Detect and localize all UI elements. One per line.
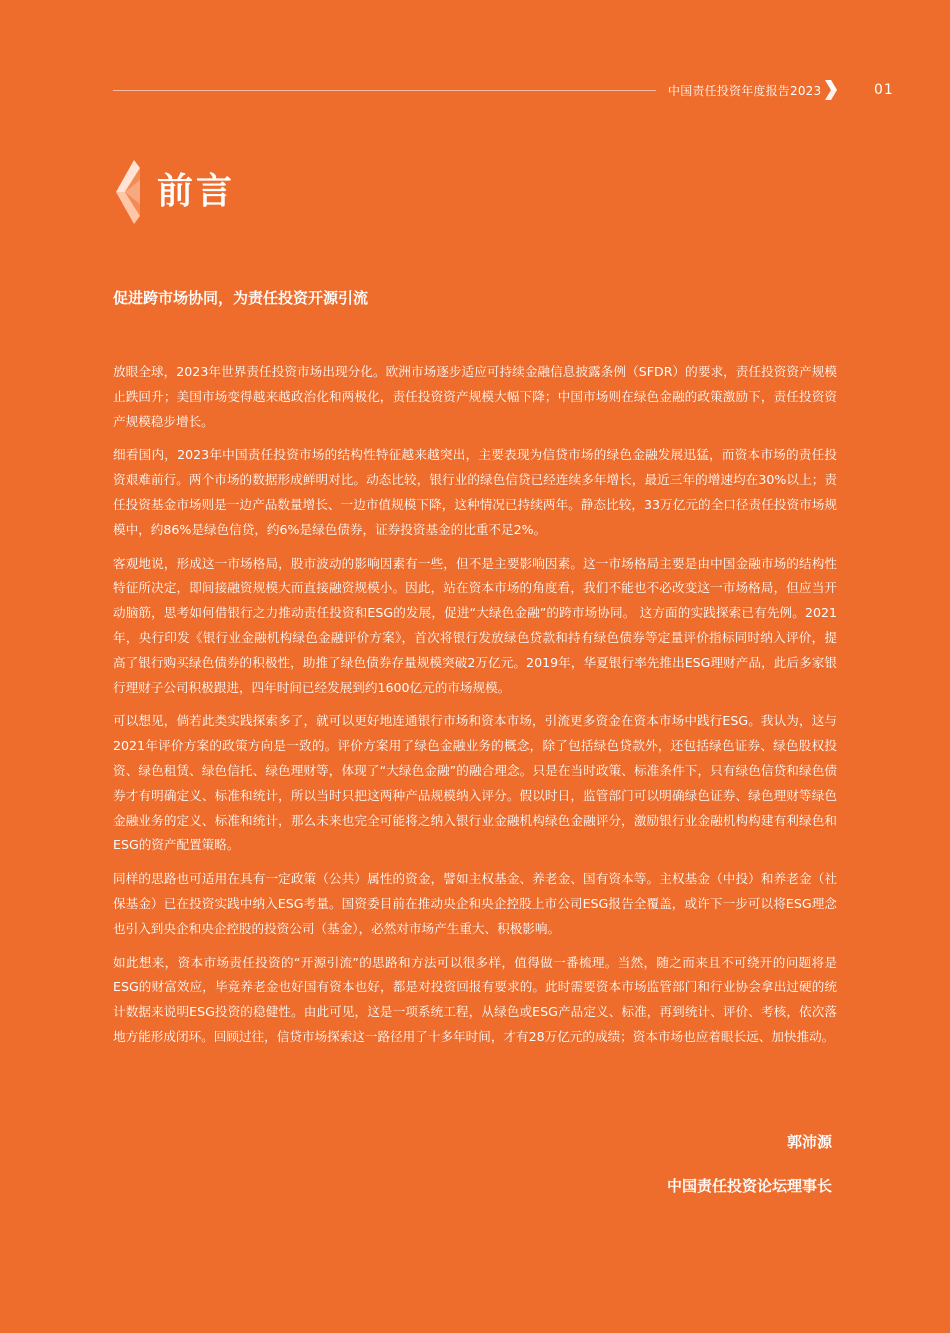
author-role: 中国责任投资论坛理事长 [666,1177,832,1195]
paragraph: 如此想来，资本市场责任投资的“开源引流”的思路和方法可以很多样，值得做一番梳理。当然，随之而来且不可绕开的问题将是ESG的财富效应，毕竟养老金也好国有资本也好，都是对投资回报有要求的。此时需要资本市场监管部门和行业协会拿出过硬的统计数据来说明ESG投资的稳健性。由此可见，这是一项系统工程，从绿色或ESG产品定义、标准，再到统计、评价、考核，依次落地方能形成闭环。回顾过往，信贷市场探索这一路径用了十多年时间，才有28万亿元的成绩；资本市场也应着眼长远、加快推动。 [113,954,837,1044]
author-name: 郭沛源 [786,1133,832,1151]
chevron-left-icon [114,160,140,224]
report-title: 中国责任投资年度报告2023 [668,84,822,98]
body-text [113,360,837,1059]
paragraph: 可以想见，倘若此类实践探索多了，就可以更好地连通银行市场和资本市场，引流更多资金在资本市场中践行ESG。我认为，这与2021年评价方案的政策方向是一致的。评价方案用了绿色金融业务的概念，除了包括绿色贷款外，还包括绿色证券、绿色股权投资、绿色租赁、绿色信托、绿色理财等，体现了“大绿色金融”的融合理念。只是在当时政策、标准条件下，只有绿色信贷和绿色债券才有明确定义、标准和统计，所以当时只把这两种产品规模纳入评分。假以时日，监管部门可以明确绿色证券、绿色理财等绿色金融业务的定义、标准和统计，那么未来也完全可能将之纳入银行业金融机构绿色金融评分，激励银行业金融机构构建有利绿色和ESG的资产配置策略。 [113,713,837,853]
paragraph: 细看国内，2023年中国责任投资市场的结构性特征越来越突出，主要表现为信贷市场的绿色金融发展迅猛，而资本市场的责任投资艰难前行。两个市场的数据形成鲜明对比。动态比较，银行业的绿色信贷已经连续多年增长，最近三年的增速均在30%以上；责任投资基金市场则是一边产品数量增长、一边市值规模下降，这种情况已持续两年。静态比较，33万亿元的全口径责任投资市场规模中，约86%是绿色信贷，约6%是绿色债券，证券投资基金的比重不足2%。 [113,447,837,537]
paragraph: 客观地说，形成这一市场格局，股市波动的影响因素有一些，但不是主要影响因素。这一市场格局主要是由中国金融市场的结构性特征所决定，即间接融资规模大而直接融资规模小。因此，站在资本市场的角度看，我们不能也不必改变这一市场格局，但应当开动脑筋，思考如何借银行之力推动责任投资和ESG的发展，促进“大绿色金融”的跨市场协同。 这方面的实践探索已有先例。2021年，央行印发《银行业金融机构绿色金融评价方案》，首次将银行发放绿色贷款和持有绿色债券等定量评价指标同时纳入评价，提高了银行购买绿色债券的积极性，助推了绿色债券存量规模突破2万亿元。2019年，华夏银行率先推出ESG理财产品，此后多家银行理财子公司积极跟进，四年时间已经发展到约1600亿元的市场规模。 [113,555,837,695]
paragraph: 放眼全球，2023年世界责任投资市场出现分化。欧洲市场逐步适应可持续金融信息披露条例（SFDR）的要求，责任投资资产规模止跌回升；美国市场变得越来越政治化和两极化，责任投资资产规模大幅下降；中国市场则在绿色金融的政策激励下，责任投资资产规模稳步增长。 [113,364,837,429]
page-title: 前言 [157,171,236,212]
page-number: 01 [874,82,894,98]
section-subtitle: 促进跨市场协同，为责任投资开源引流 [113,289,369,307]
paragraph: 同样的思路也可适用在具有一定政策（公共）属性的资金，譬如主权基金、养老金、国有资本等。主权基金（中投）和养老金（社保基金）已在投资实践中纳入ESG考量。国资委目前在推动央企和央企控股上市公司ESG报告全覆盖，或许下一步可以将ESG理念也引入到央企和央企控股的投资公司（基金），必然对市场产生重大、积极影响。 [113,871,837,936]
chevron-right-icon [825,80,837,100]
header-divider [113,90,656,91]
